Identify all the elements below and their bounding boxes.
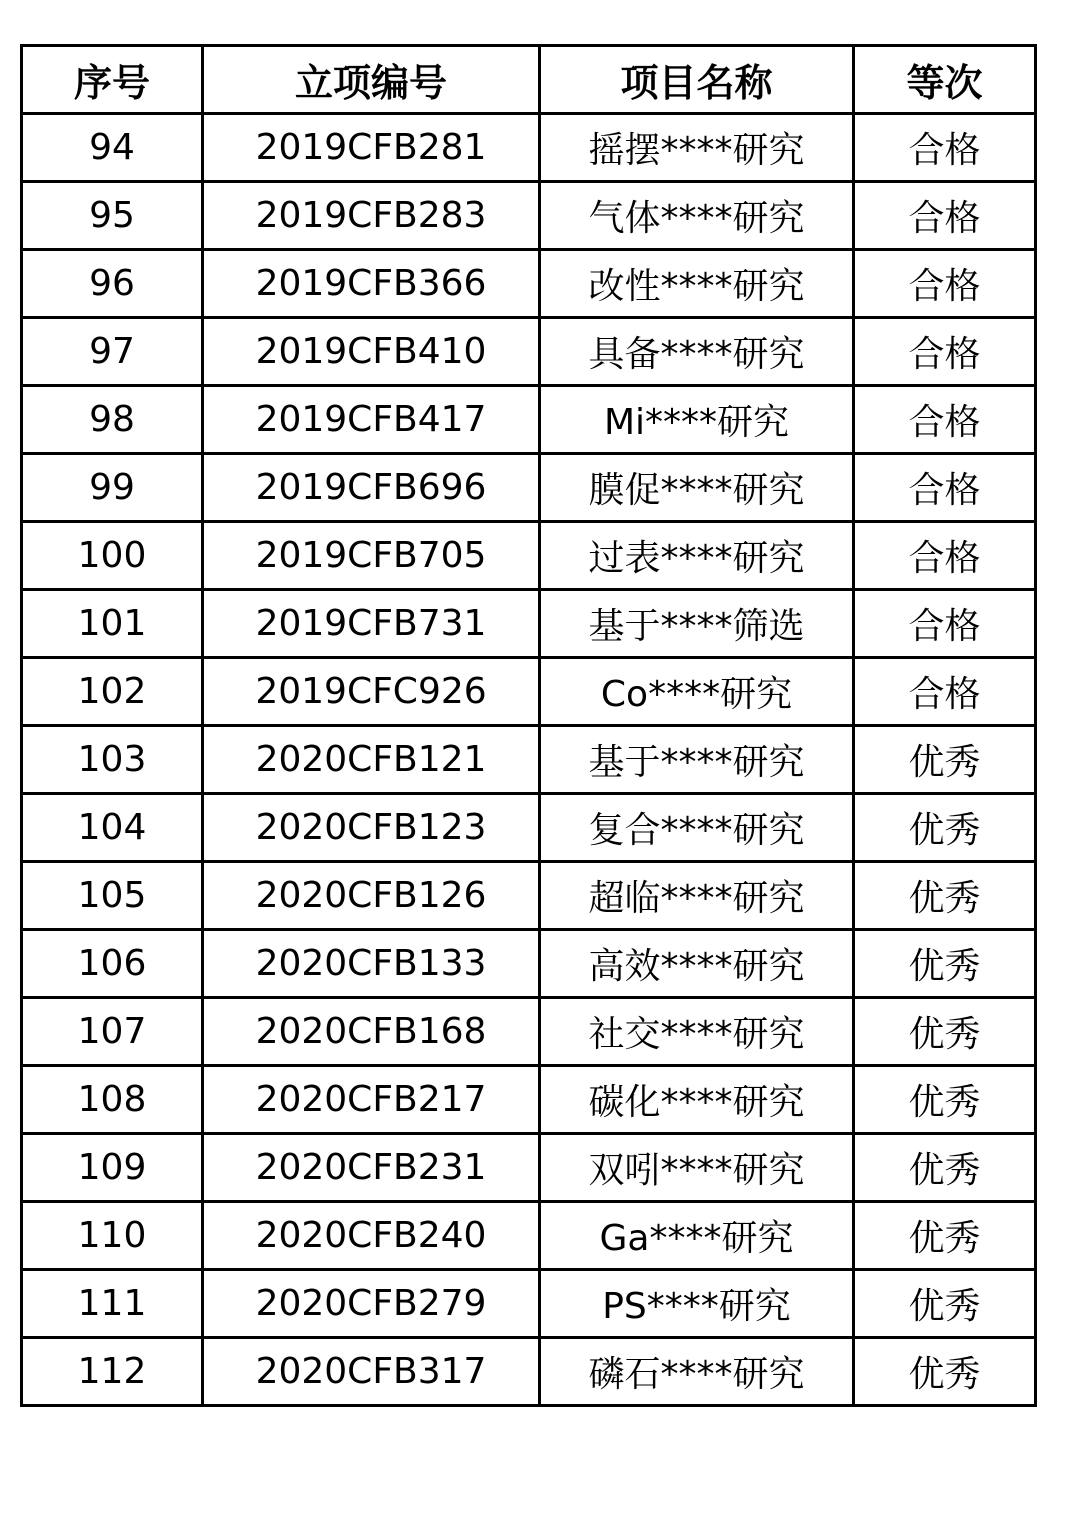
table-row	[22, 1066, 1036, 1134]
cell-index: 96	[22, 250, 203, 318]
cell-grade: 优秀	[854, 1134, 1036, 1202]
cell-grade: 合格	[854, 454, 1036, 522]
cell-project-id: 2020CFB121	[203, 726, 540, 794]
cell-index: 106	[22, 930, 203, 998]
column-header-index: 序号	[22, 46, 203, 114]
cell-grade: 优秀	[854, 794, 1036, 862]
cell-grade: 合格	[854, 114, 1036, 182]
table-row	[22, 386, 1036, 454]
cell-index: 104	[22, 794, 203, 862]
table-row	[22, 862, 1036, 930]
cell-project-name: Ga****研究	[540, 1202, 854, 1270]
cell-project-name: 碳化****研究	[540, 1066, 854, 1134]
cell-grade: 合格	[854, 182, 1036, 250]
cell-index: 94	[22, 114, 203, 182]
cell-project-name: 双吲****研究	[540, 1134, 854, 1202]
cell-index: 103	[22, 726, 203, 794]
cell-grade: 合格	[854, 318, 1036, 386]
cell-project-name: 高效****研究	[540, 930, 854, 998]
cell-project-name: 具备****研究	[540, 318, 854, 386]
table-row	[22, 1270, 1036, 1338]
cell-project-id: 2019CFB705	[203, 522, 540, 590]
cell-grade: 合格	[854, 590, 1036, 658]
table-header	[22, 46, 1036, 114]
cell-project-id: 2019CFB410	[203, 318, 540, 386]
cell-project-id: 2019CFB283	[203, 182, 540, 250]
table-row	[22, 250, 1036, 318]
table-row	[22, 318, 1036, 386]
cell-project-id: 2020CFB231	[203, 1134, 540, 1202]
cell-project-name: 复合****研究	[540, 794, 854, 862]
cell-index: 100	[22, 522, 203, 590]
table-row	[22, 522, 1036, 590]
cell-project-name: 改性****研究	[540, 250, 854, 318]
cell-index: 105	[22, 862, 203, 930]
cell-index: 112	[22, 1338, 203, 1406]
cell-grade: 优秀	[854, 1270, 1036, 1338]
cell-project-id: 2020CFB279	[203, 1270, 540, 1338]
column-header-grade: 等次	[854, 46, 1036, 114]
table-row	[22, 1134, 1036, 1202]
cell-project-id: 2019CFB731	[203, 590, 540, 658]
cell-project-name: 磷石****研究	[540, 1338, 854, 1406]
table-row	[22, 794, 1036, 862]
table-row	[22, 182, 1036, 250]
column-header-project-id: 立项编号	[203, 46, 540, 114]
cell-project-name: 膜促****研究	[540, 454, 854, 522]
cell-project-id: 2020CFB133	[203, 930, 540, 998]
cell-project-name: 基于****筛选	[540, 590, 854, 658]
cell-project-id: 2020CFB317	[203, 1338, 540, 1406]
cell-grade: 合格	[854, 250, 1036, 318]
cell-index: 107	[22, 998, 203, 1066]
table-row	[22, 114, 1036, 182]
cell-project-id: 2020CFB240	[203, 1202, 540, 1270]
cell-project-name: 社交****研究	[540, 998, 854, 1066]
cell-grade: 优秀	[854, 930, 1036, 998]
cell-project-name: Co****研究	[540, 658, 854, 726]
cell-index: 102	[22, 658, 203, 726]
cell-index: 99	[22, 454, 203, 522]
cell-index: 111	[22, 1270, 203, 1338]
cell-project-id: 2020CFB126	[203, 862, 540, 930]
table-row	[22, 930, 1036, 998]
cell-project-name: 过表****研究	[540, 522, 854, 590]
cell-grade: 合格	[854, 658, 1036, 726]
table-row	[22, 454, 1036, 522]
cell-project-name: 摇摆****研究	[540, 114, 854, 182]
cell-index: 109	[22, 1134, 203, 1202]
results-table-container	[20, 44, 1034, 1407]
table-row	[22, 590, 1036, 658]
cell-project-id: 2020CFB217	[203, 1066, 540, 1134]
cell-project-name: 气体****研究	[540, 182, 854, 250]
column-header-project-name: 项目名称	[540, 46, 854, 114]
cell-grade: 优秀	[854, 1338, 1036, 1406]
table-header-row	[22, 46, 1036, 114]
cell-project-id: 2020CFB168	[203, 998, 540, 1066]
cell-project-name: 超临****研究	[540, 862, 854, 930]
cell-project-id: 2020CFB123	[203, 794, 540, 862]
cell-index: 98	[22, 386, 203, 454]
cell-index: 101	[22, 590, 203, 658]
cell-project-id: 2019CFB417	[203, 386, 540, 454]
cell-index: 110	[22, 1202, 203, 1270]
cell-index: 97	[22, 318, 203, 386]
results-table	[20, 44, 1037, 1407]
cell-grade: 合格	[854, 386, 1036, 454]
cell-grade: 优秀	[854, 998, 1036, 1066]
cell-project-id: 2019CFB366	[203, 250, 540, 318]
cell-project-name: PS****研究	[540, 1270, 854, 1338]
cell-grade: 优秀	[854, 1202, 1036, 1270]
table-row	[22, 998, 1036, 1066]
table-row	[22, 1338, 1036, 1406]
cell-index: 108	[22, 1066, 203, 1134]
table-body	[22, 114, 1036, 1406]
cell-project-id: 2019CFB281	[203, 114, 540, 182]
cell-project-name: 基于****研究	[540, 726, 854, 794]
cell-grade: 合格	[854, 522, 1036, 590]
cell-grade: 优秀	[854, 862, 1036, 930]
cell-grade: 优秀	[854, 1066, 1036, 1134]
cell-index: 95	[22, 182, 203, 250]
table-row	[22, 726, 1036, 794]
table-row	[22, 1202, 1036, 1270]
cell-grade: 优秀	[854, 726, 1036, 794]
table-row	[22, 658, 1036, 726]
cell-project-id: 2019CFB696	[203, 454, 540, 522]
cell-project-id: 2019CFC926	[203, 658, 540, 726]
cell-project-name: Mi****研究	[540, 386, 854, 454]
